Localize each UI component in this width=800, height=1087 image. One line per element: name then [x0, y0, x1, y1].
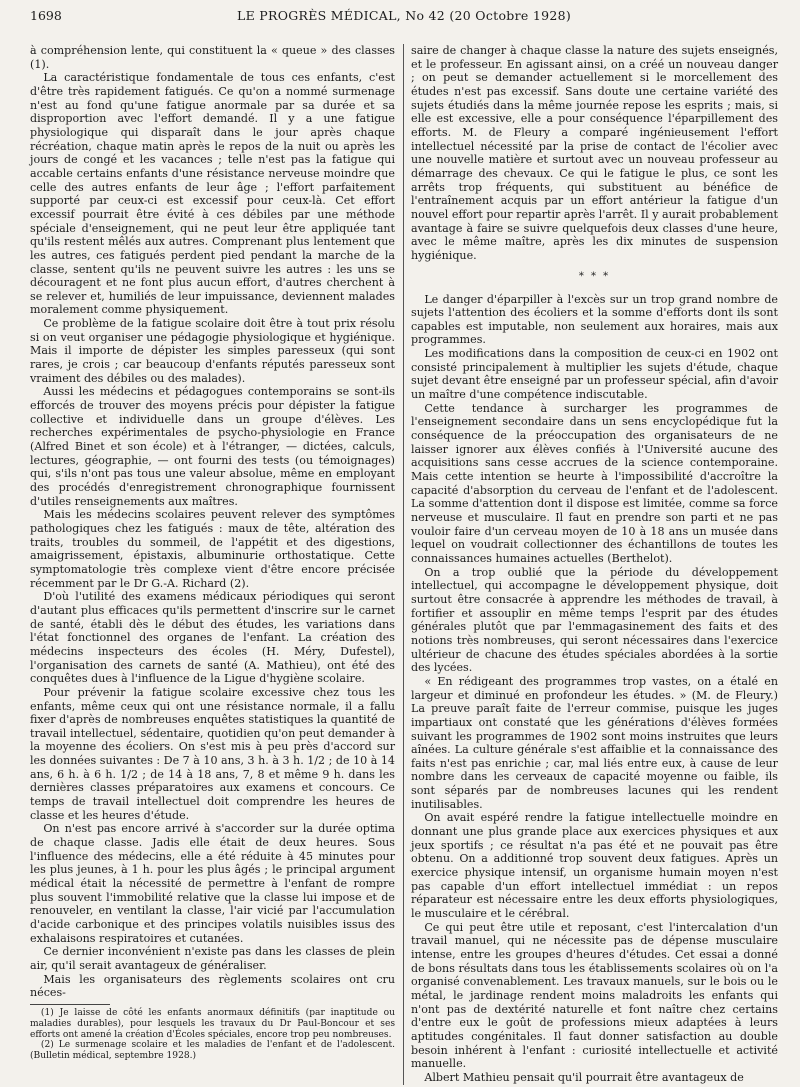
paragraph: à compréhension lente, qui constituent la « queue » des classes (1). — [30, 44, 395, 71]
paragraph: Albert Mathieu pensait qu'il pourrait être avantageux de — [424, 1070, 744, 1084]
footnote: (1) Je laisse de côté les enfants anormaux définitifs (par inaptitude ou maladies durables), pour lesquels les travaux du Dr Paul-Boncour et ses efforts ont amené la création d'Écoles spéciales, encore trop peu nombreuses. — [30, 1007, 395, 1040]
paragraph: Les modifications dans la composition de ceux-ci en 1902 ont consisté principalement à multiplier les sujets d'étude, chaque sujet devant être enseigné par un professeur spécial, afin d'avoir un maître d'une compétence indiscutable. — [411, 347, 778, 402]
paragraph: Cette tendance à surcharger les programmes de l'enseignement secondaire dans un sens encyclopédique fut la conséquence de la préoccupation des organisateurs de ne laisser ignorer aux élèves confiés à l'Université aucune des acquisitions sans cesse accrues de la science contemporaine. Mais cette intention se heurte à l'impossibilité d'accroître la capacité d'absorption du cerveau de l'enfant et de l'adolescent. La somme d'attention dont il dispose est limitée, comme sa force nerveuse et musculaire. Il faut en prendre son parti et ne pas vouloir faire d'un cerveau moyen de 10 à 18 ans un musée dans lequel on voudrait collectionner des échantillons de toutes les connaissances humaines actuelles (Berthelot). — [411, 401, 778, 565]
paragraph: D'où l'utilité des examens médicaux périodiques qui seront d'autant plus efficaces qu'ils permettent d'inscrire sur le carnet de santé, établi dès le début des études, les variations dans l'état fonctionnel des organes de l'enfant. La création des médecins inspecteurs des écoles (H. Méry, Dufestel), l'organisation des carnets de santé (A. Mathieu), ont été des conquêtes dues à l'influence de la Ligue d'hygiène scolaire. — [30, 590, 395, 686]
paragraph: saire de changer à chaque classe la nature des sujets enseignés, et le professeur. En agissant ainsi, on a créé un nouveau danger ; on peut se demander actuellement si le morcellement des études n'est pas excessif. Sans doute une certaine variété des sujets étudiés dans la même journée repose les esprits ; mais, si elle est excessive, elle a pour conséquence l'éparpillement des efforts. M. de Fleury a comparé ingénieusement l'effort intellectuel nécessité par la prise de contact de l'écolier avec une nouvelle matière et surtout avec un nouveau professeur au démarrage des chevaux. Ce qui le fatigue le plus, ce sont les arrêts trop fréquents, qui substituent au bénéfice de l'entraînement acquis par un effort antérieur la fatigue d'un nouvel effort pour repartir après l'arrêt. Il y aurait probablement avantage à faire se suivre quelquefois deux classes d'une heure, avec le même maître, après les dix minutes de suspension hygiénique. — [411, 44, 778, 262]
paragraph: Mais les médecins scolaires peuvent relever des symptômes pathologiques chez les fatigués : maux de tête, altération des traits, troubles du sommeil, de l'appétit et des digestions, amaigrissement, épistaxis, albuminurie orthostatique. Cette symptomatologie très complexe vient d'être encore précisée récemment par le Dr G.-A. Richard (2). — [30, 508, 395, 590]
paragraph: On a trop oublié que la période du développement intellectuel, qui accompagne le développement physique, doit surtout être consacrée à apprendre les méthodes de travail, à fortifier et assouplir en même temps l'esprit par des études générales plutôt que par l'emmagasinement des faits et des notions très nombreuses, qui seront nécessaires dans l'exercice ultérieur de chacune des études spéciales abordées à la sortie des lycées. — [411, 565, 778, 675]
paragraph: Mais les organisateurs des règlements scolaires ont cru néces- — [30, 972, 395, 1000]
paragraph: Le danger d'éparpiller à l'excès sur un trop grand nombre de sujets l'attention des écoliers et la somme d'efforts dont ils sont capables est imputable, non seulement aux horaires, mais aux programmes. — [411, 292, 778, 347]
paragraph: « En rédigeant des programmes trop vastes, on a étalé en largeur et diminué en profondeur les études. » (M. de Fleury.) La preuve paraît faite de l'erreur commise, puisque les juges impartiaux ont constaté que les générations d'élèves formées suivant les programmes de 1902 sont moins instruites que leurs aînées. La culture générale s'est affaiblie et la connaissance des faits n'est pas enrichie ; car, mal liés entre eux, à cause de leur nombre dans les cerveaux de capacité moyenne ou faible, ils sont séparés par de nombreuses lacunes qui les rendent inutilisables. — [411, 674, 778, 811]
paragraph: Ce problème de la fatigue scolaire doit être à tout prix résolu si on veut organiser une pédagogie physiologique et hygiénique. Mais il importe de dépister les simples paresseux (qui sont rares, je crois ; car beaucoup d'enfants réputés paresseux sont vraiment des débiles ou des malades). — [30, 317, 395, 385]
footnote: (2) Le surmenage scolaire et les maladies de l'enfant et de l'adolescent. (Bulletin médical, septembre 1928.) — [30, 1040, 395, 1062]
paragraph: Ce dernier inconvénient n'existe pas dans les classes de plein air, qu'il serait avantageux de généraliser. — [30, 945, 395, 972]
section-break-asterisks: * * * — [578, 270, 611, 282]
paragraph: Pour prévenir la fatigue scolaire excessive chez tous les enfants, même ceux qui ont une résistance normale, il a fallu fixer d'après de nombreuses enquêtes statistiques la quantité de travail intellectuel, sédentaire, quotidien qu'on peut demander à la moyenne des écoliers. On s'est mis à peu près d'accord sur les données suivantes : De 7 à 10 ans, 3 h. à 3 h. 1/2 ; de 10 à 14 ans, 6 h. à 6 h. 1/2 ; de 14 à 18 ans, 7, 8 et même 9 h. dans les dernières classes préparatoires aux examens et concours. Ce temps de travail intellectuel doit comprendre les heures de classe et les heures d'étude. — [30, 685, 395, 822]
paragraph: Ce qui peut être utile et reposant, c'est l'intercalation d'un travail manuel, qui ne nécessite pas de dépense musculaire intense, entre les groupes d'heures d'études. Cet essai a donné de bons résultats dans tous les établissements scolaires où on l'a organisé convenablement. Les travaux manuels, sur le bois ou le métal, le jardinage rendent moins maladroits les enfants qui n'ont pas de dextérité naturelle et font naître chez certains d'entre eux le goût de professions mieux adaptées à leurs aptitudes congénitales. Il faut donner satisfaction au double besoin inhérent à l'enfant : curiosité intellectuelle et activité manuelle. — [411, 920, 778, 1071]
footnote-divider — [30, 1004, 110, 1005]
left-column — [30, 44, 395, 1085]
running-title: LE PROGRÈS MÉDICAL, No 42 (20 Octobre 1928) — [236, 8, 572, 23]
article-columns — [30, 44, 778, 1085]
page-number: 1698 — [30, 8, 62, 23]
paragraph: On avait espéré rendre la fatigue intellectuelle moindre en donnant une plus grande place aux exercices physiques et aux jeux sportifs ; ce résultat n'a pas été et ne pouvait pas être obtenu. On a additionné trop souvent deux fatigues. Après un exercice physique intensif, un organisme humain moyen n'est pas capable d'un effort intellectuel immédiat : un repos réparateur est nécessaire entre les deux efforts physiologiques, le musculaire et le cérébral. — [411, 811, 778, 921]
right-column — [411, 44, 778, 1085]
paragraph: On n'est pas encore arrivé à s'accorder sur la durée optima de chaque classe. Jadis elle était de deux heures. Sous l'influence des médecins, elle a été réduite à 45 minutes pour les plus jeunes, à 1 h. pour les plus âgés ; le principal argument médical était la nécessité de permettre à l'enfant de rompre plus souvent l'immobilité relative que la classe lui impose et de renouveler, en ventilant la classe, l'air vicié par l'accumulation d'acide carbonique et des principes volatils nuisibles issus des exhalaisons respiratoires et cutanées. — [30, 822, 395, 945]
paragraph: La caractéristique fondamentale de tous ces enfants, c'est d'être très rapidement fatigués. Ce qu'on a nommé surmenage n'est au fond qu'une fatigue anormale par sa durée et sa disproportion avec l'effort demandé. Il y a une fatigue physiologique qui disparaît dans le jour après chaque récréation, chaque matin après le repos de la nuit ou après les jours de congé et les vacances ; telle n'est pas la fatigue qui accable certains enfants d'une résistance nerveuse moindre que celle des autres enfants de leur âge ; l'effort parfaitement supporté par ceux-ci est excessif pour ceux-là. Cet effort excessif pourrait être évité à ces débiles par une méthode spéciale d'enseignement, qui ne peut leur être appliquée tant qu'ils restent mêlés aux autres. Comprenant plus lentement que les autres, ces fatigués perdent pied pendant la marche de la classe, sentent qu'ils ne peuvent suivre les autres : les uns se découragent et ne font plus aucun effort, d'autres cherchent à se relever et, humiliés de leur impuissance, deviennent malades moralement comme physiquement. — [30, 71, 395, 317]
column-divider — [403, 44, 404, 1085]
paragraph: Aussi les médecins et pédagogues contemporains se sont-ils efforcés de trouver des moyens précis pour dépister la fatigue collective et individuelle dans un groupe d'élèves. Les recherches expérimentales de psycho-physiologie en France (Alfred Binet et son école) et à l'étranger, — dictées, calculs, lectures, géographie, — ont fourni des tests (ou témoignages) qui, s'ils n'ont pas tous une valeur absolue, même en employant des procédés d'enregistrement chronographique fournissent d'utiles renseignements aux maîtres. — [30, 385, 395, 508]
running-header — [30, 8, 778, 30]
